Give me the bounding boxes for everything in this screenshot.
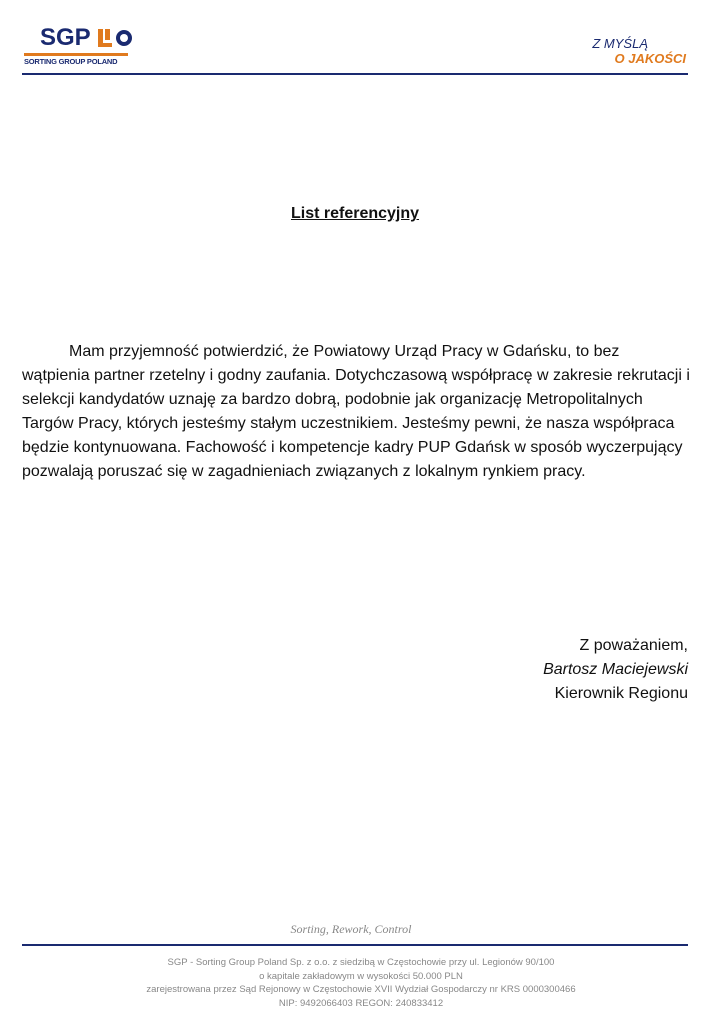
company-slogan — [592, 36, 686, 66]
company-details-line: SGP - Sorting Group Poland Sp. z o.o. z siedzibą w Częstochowie przy ul. Legionów 90/100 — [167, 957, 555, 968]
slogan-line-1: Z MYŚLĄ — [592, 36, 648, 51]
company-logo — [24, 24, 134, 70]
document-title: List referencyjny — [290, 205, 420, 222]
logo-subtitle: SORTING GROUP POLAND — [24, 57, 118, 66]
letterhead — [0, 0, 724, 80]
logo-mark-icon — [98, 27, 138, 51]
slogan-line-2: O JAKOŚCI — [614, 51, 686, 66]
footer-divider — [22, 944, 688, 946]
letter-body — [22, 340, 690, 484]
footer-slogan: Sorting, Rework, Control — [290, 922, 412, 936]
logo-underline — [24, 53, 128, 56]
signer-position: Kierownik Regionu — [554, 685, 688, 702]
company-details-line: NIP: 9492066403 REGON: 240833412 — [278, 997, 444, 1009]
closing-phrase: Z poważaniem, — [579, 637, 688, 654]
signer-name: Bartosz Maciejewski — [543, 661, 688, 678]
logo-letters: SGP — [40, 24, 91, 51]
company-details — [0, 956, 722, 1010]
signature-block — [543, 634, 688, 706]
letter-body-text: Mam przyjemność potwierdzić, że Powiatowy Urząd Pracy w Gdańsku, to bez wątpienia partner rzetelny i godny zaufania. Dotychczasową współpracę w zakresie rekrutacji i selekcji kandydatów uznaję za bardzo dobrą, podobnie jak organizację Metropolitalnych Targów Pracy, których jesteśmy stałym uczestnikiem. Jesteśmy pewni, że nasza współpraca będzie kontynuowana. Fachowość i kompetencje kadry PUP Gdańsk w sposób wyczerpujący pozwalają poruszać się w zagadnieniach związanych z lokalnym rynkiem pracy. — [22, 343, 690, 480]
header-divider — [22, 73, 688, 75]
company-details-line: zarejestrowana przez Sąd Rejonowy w Częstochowie XVII Wydział Gospodarczy nr KRS 0000300466 — [146, 984, 576, 995]
company-details-line: o kapitale zakładowym w wysokości 50.000 PLN — [259, 970, 463, 982]
